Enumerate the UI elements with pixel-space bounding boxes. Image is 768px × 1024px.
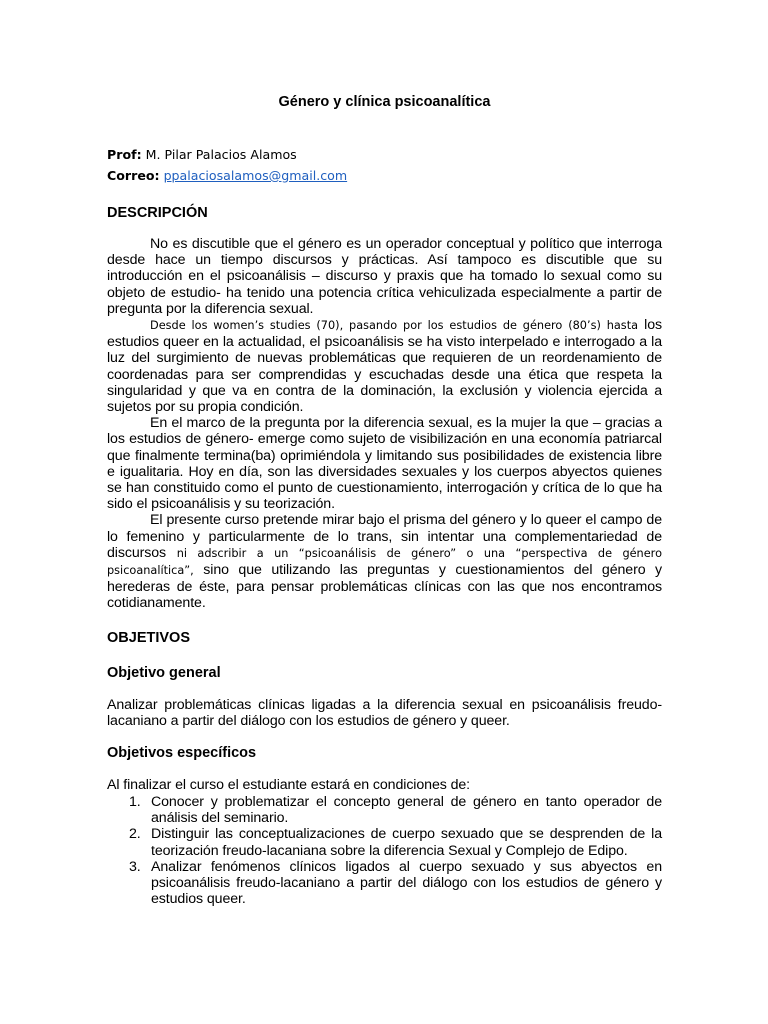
professor-name: M. Pilar Palacios Alamos — [145, 147, 297, 162]
descripcion-paragraph-4-b: ni adscribir a un “psicoanálisis de género” o una “perspectiva de género psicoanalítica”, — [107, 546, 662, 578]
descripcion-paragraph-2-lead: Desde los women’s studies (70), pasando por los estudios de género (80’s) hasta — [150, 319, 639, 333]
objetivos-intro — [107, 777, 662, 793]
objetivos-especificos-heading: Objetivos específicos — [107, 745, 257, 761]
email-link[interactable]: ppalaciosalamos@gmail.com — [163, 168, 348, 183]
list-item-text: Conocer y problematizar el concepto general de género en tanto operador de análisis del seminario. — [151, 794, 662, 827]
list-item-number: 3. — [129, 858, 141, 875]
list-item-text: Distinguir las conceptualizaciones de cuerpo sexuado que se desprenden de la teorización freudo-lacaniana sobre la diferencia Sexual y Complejo de Edipo. — [151, 826, 662, 859]
list-item — [129, 826, 662, 858]
list-item-number: 1. — [129, 794, 141, 810]
objetivos-especificos-list — [129, 794, 662, 907]
list-item — [129, 794, 662, 826]
descripcion-paragraph-3: En el marco de la pregunta por la diferencia sexual, es la mujer la que – gracias a los estudios de género- emerge como sujeto de visibilización en una economía patriarcal que finalmente termina(ba) oprimiéndola y limitando sus posibilidades de existencia libre e igualitaria. Hoy en día, son las diversidades sexuales y los cuerpos abyectos quienes se han constituido como el punto de cuestionamiento, interrogación y crítica de lo que ha sido el psicoanálisis y su teorización. — [107, 415, 662, 513]
list-item-text: Analizar fenómenos clínicos ligados al cuerpo sexuado y sus abyectos en psicoanálisis freudo-lacaniano a partir del diálogo con los estudios de género y estudios queer. — [151, 858, 662, 908]
objetivos-heading: OBJETIVOS — [107, 630, 190, 646]
descripcion-paragraph-2 — [107, 317, 662, 415]
objetivo-general-heading: Objetivo general — [107, 665, 221, 681]
descripcion-body — [107, 236, 662, 612]
descripcion-paragraph-4 — [107, 512, 662, 611]
professor-line — [107, 146, 297, 164]
document-title: Género y clínica psicoanalítica — [278, 94, 491, 110]
professor-label: Prof: — [107, 147, 142, 162]
descripcion-heading: DESCRIPCIÓN — [107, 205, 208, 221]
list-item — [129, 859, 662, 908]
descripcion-paragraph-4-c: sino que utilizando las preguntas y cuestionamientos del género y herederas de éste, para pensar problemáticas clínicas con las que nos encontramos cotidianamente. — [107, 562, 662, 612]
objetivo-general-text: Analizar problemáticas clínicas ligadas a la diferencia sexual en psicoanálisis freudo-lacaniano a partir del diálogo con los estudios de género y queer. — [107, 697, 662, 730]
list-item-number: 2. — [129, 826, 141, 843]
email-line — [107, 167, 347, 185]
objetivo-general-body — [107, 697, 662, 729]
email-label: Correo: — [107, 168, 160, 183]
descripcion-paragraph-1: No es discutible que el género es un operador conceptual y político que interroga desde hace un tiempo discursos y prácticas. Así tampoco es discutible que su introducción en el psicoanálisis – discurso y praxis que ha tomado lo sexual como su objeto de estudio- ha tenido una potencia crítica vehiculizada especialmente a partir de pregunta por la diferencia sexual. — [107, 236, 662, 317]
descripcion-paragraph-2-rest: los estudios queer en la actualidad, el psicoanálisis se ha visto interpelado e interrogado a la luz del surgimiento de nuevas problemáticas que requieren de un reordenamiento de coordenadas para ser comprendidas y escuchadas desde una ética que respeta la singularidad y que va en contra de la dominación, la exclusión y violencia ejercida a sujetos por su propia condición. — [107, 317, 662, 416]
objetivos-intro-text: Al finalizar el curso el estudiante estará en condiciones de: — [107, 777, 470, 793]
descripcion-paragraph-4-a: El presente curso pretende mirar bajo el prisma del género y lo queer el campo de lo femenino y particularmente de lo trans, sin intentar una complementariedad de discursos — [107, 512, 662, 561]
